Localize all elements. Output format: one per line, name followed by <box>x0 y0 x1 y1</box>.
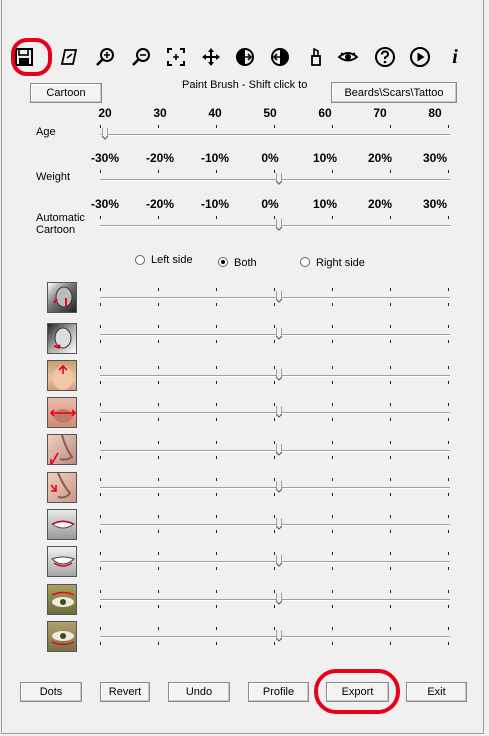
slider-tick <box>158 340 159 343</box>
slider-thumb[interactable] <box>276 481 281 493</box>
slider-tick <box>448 567 449 570</box>
slider-jaw[interactable] <box>100 322 450 344</box>
slider-tick <box>332 642 333 645</box>
paint-brush-hint: Paint Brush - Shift click to <box>182 79 308 91</box>
slider-tick <box>390 456 391 459</box>
slider-tick <box>100 418 101 421</box>
slider-tick <box>448 493 449 496</box>
slider-tick <box>100 366 101 369</box>
slider-tick <box>390 288 391 291</box>
slider-track <box>100 524 450 526</box>
slider-tick <box>448 366 449 369</box>
help-icon[interactable] <box>372 44 398 70</box>
slider-tick <box>448 303 449 306</box>
slider-tick <box>158 590 159 593</box>
slider-tick <box>390 552 391 555</box>
slider-tick <box>100 478 101 481</box>
slider-tick <box>332 530 333 533</box>
face-outline-thumbnail <box>47 282 77 313</box>
slider-tick <box>448 403 449 406</box>
auto-cartoon-tick-label: 10% <box>312 197 338 211</box>
slider-tick <box>158 366 159 369</box>
slider-tick <box>100 552 101 555</box>
slider-tick <box>332 325 333 328</box>
slider-tick <box>274 303 275 306</box>
slider-thumb[interactable] <box>276 555 281 567</box>
slider-tick <box>274 627 275 630</box>
move-icon[interactable] <box>198 44 224 70</box>
slider-tick <box>158 125 159 128</box>
slider-nose-bridge[interactable] <box>100 438 450 460</box>
slider-track <box>100 561 450 563</box>
slider-eye-lower[interactable] <box>100 624 450 646</box>
radio-both-selected-dot <box>221 260 225 264</box>
face-editor-window <box>1 0 484 734</box>
dots-button[interactable]: Dots <box>20 682 82 702</box>
jaw-thumbnail <box>47 323 77 354</box>
slider-tick <box>332 590 333 593</box>
slider-tick <box>158 418 159 421</box>
weight-tick-label: 10% <box>312 151 338 165</box>
slider-tick <box>332 493 333 496</box>
slider-tick <box>448 288 449 291</box>
slider-tick <box>100 515 101 518</box>
slider-tick <box>158 441 159 444</box>
slider-thumb[interactable] <box>276 518 281 530</box>
slider-tick <box>100 530 101 533</box>
slider-tick <box>390 493 391 496</box>
slider-tick <box>332 288 333 291</box>
eye-icon[interactable] <box>335 44 361 70</box>
slider-tick <box>448 418 449 421</box>
slider-tick <box>332 478 333 481</box>
slider-thumb[interactable] <box>276 630 281 642</box>
auto-cartoon-tick-label: 20% <box>367 197 393 211</box>
slider-tick <box>158 288 159 291</box>
slider-tick <box>274 552 275 555</box>
slider-tick <box>158 515 159 518</box>
slider-track <box>100 599 450 601</box>
slider-tick <box>100 216 101 219</box>
slider-forehead[interactable] <box>100 363 450 385</box>
weight-tick-label: 20% <box>367 151 393 165</box>
revert-button[interactable]: Revert <box>100 682 150 702</box>
slider-tick <box>390 642 391 645</box>
slider-tick <box>158 627 159 630</box>
age-tick-label: 60 <box>318 106 332 120</box>
slider-thumb[interactable] <box>276 328 281 340</box>
weight-tick-label: -20% <box>145 151 175 165</box>
weight-label: Weight <box>36 171 71 183</box>
slider-tick <box>390 366 391 369</box>
slider-tick <box>216 590 217 593</box>
slider-tick <box>332 216 333 219</box>
slider-tick <box>274 366 275 369</box>
slider-tick <box>100 170 101 173</box>
slider-tick <box>216 567 217 570</box>
radio-left-side[interactable] <box>135 255 145 265</box>
export-highlight <box>314 669 400 714</box>
lipstick-icon[interactable] <box>303 44 329 70</box>
auto-cartoon-tick-label: -10% <box>200 197 230 211</box>
slider-tick <box>274 493 275 496</box>
contrast-right-icon[interactable] <box>267 44 293 70</box>
slider-tick <box>448 170 449 173</box>
slider-tick <box>332 303 333 306</box>
beards-scars-tattoo-button[interactable]: Beards\Scars\Tattoo <box>331 82 457 103</box>
slider-mouth-lower[interactable] <box>100 549 450 571</box>
auto-cartoon-tick-label: -30% <box>90 197 120 211</box>
slider-tick <box>390 478 391 481</box>
slider-track <box>100 134 450 136</box>
slider-tick <box>216 642 217 645</box>
slider-tick <box>274 530 275 533</box>
slider-tick <box>448 478 449 481</box>
radio-right-side-label: Right side <box>316 257 365 269</box>
slider-tick <box>448 456 449 459</box>
slider-tick <box>332 627 333 630</box>
slider-tick <box>274 170 275 173</box>
slider-tick <box>274 567 275 570</box>
slider-tick <box>332 605 333 608</box>
slider-tick <box>158 403 159 406</box>
slider-tick <box>332 515 333 518</box>
slider-tick <box>216 418 217 421</box>
eye-lower-thumbnail <box>47 621 77 652</box>
slider-tick <box>448 515 449 518</box>
slider-tick <box>448 642 449 645</box>
slider-track <box>100 179 450 181</box>
radio-left-side-label: Left side <box>151 254 193 266</box>
play-icon[interactable] <box>407 44 433 70</box>
auto-cartoon-tick-label: -20% <box>145 197 175 211</box>
slider-tick <box>390 567 391 570</box>
slider-tick <box>332 170 333 173</box>
slider-tick <box>274 590 275 593</box>
slider-tick <box>216 605 217 608</box>
slider-thumb[interactable] <box>276 291 281 303</box>
mouth-lower-thumbnail <box>47 546 77 577</box>
slider-tick <box>274 418 275 421</box>
slider-tick <box>100 288 101 291</box>
slider-tick <box>216 515 217 518</box>
age-scale <box>2 106 482 122</box>
slider-tick <box>100 605 101 608</box>
slider-tick <box>332 381 333 384</box>
slider-tick <box>158 530 159 533</box>
slider-tick <box>158 493 159 496</box>
slider-tick <box>100 567 101 570</box>
slider-tick <box>448 590 449 593</box>
slider-thumb[interactable] <box>102 128 107 140</box>
weight-scale <box>2 151 482 167</box>
slider-tick <box>216 216 217 219</box>
slider-tick <box>100 590 101 593</box>
slider-tick <box>100 403 101 406</box>
auto-cartoon-label-line2: Cartoon <box>36 224 76 236</box>
slider-eye-brow[interactable] <box>100 587 450 609</box>
slider-tick <box>274 381 275 384</box>
slider-face-outline[interactable] <box>100 285 450 307</box>
slider-tick <box>274 605 275 608</box>
slider-tick <box>100 627 101 630</box>
slider-tick <box>216 552 217 555</box>
slider-tick <box>448 605 449 608</box>
slider-tick <box>448 627 449 630</box>
slider-tick <box>274 478 275 481</box>
slider-tick <box>216 303 217 306</box>
edit-page-icon[interactable] <box>57 44 83 70</box>
slider-tick <box>158 605 159 608</box>
weight-tick-label: 0% <box>261 151 279 165</box>
weight-tick-label: -10% <box>200 151 230 165</box>
nose-width-thumbnail <box>47 397 77 428</box>
auto-cartoon-label-line1: Automatic <box>36 212 85 224</box>
slider-tick <box>390 627 391 630</box>
radio-both-label: Both <box>234 257 257 269</box>
slider-nose-tip[interactable] <box>100 475 450 497</box>
slider-tick <box>390 125 391 128</box>
slider-track <box>100 297 450 299</box>
age-slider[interactable] <box>100 122 450 144</box>
slider-tick <box>100 340 101 343</box>
slider-tick <box>216 325 217 328</box>
weight-tick-label: -30% <box>90 151 120 165</box>
slider-tick <box>100 125 101 128</box>
auto-cartoon-label <box>36 212 85 236</box>
slider-track <box>100 450 450 452</box>
slider-tick <box>216 381 217 384</box>
slider-track <box>100 636 450 638</box>
contrast-left-icon[interactable] <box>232 44 258 70</box>
slider-tick <box>100 303 101 306</box>
slider-tick <box>448 216 449 219</box>
slider-tick <box>332 456 333 459</box>
slider-tick <box>390 325 391 328</box>
slider-tick <box>332 552 333 555</box>
slider-tick <box>100 325 101 328</box>
slider-track <box>100 334 450 336</box>
slider-tick <box>390 381 391 384</box>
radio-both[interactable] <box>218 257 228 267</box>
slider-tick <box>390 340 391 343</box>
slider-tick <box>100 381 101 384</box>
slider-track <box>100 375 450 377</box>
slider-tick <box>390 303 391 306</box>
auto-cartoon-tick-label: 30% <box>422 197 448 211</box>
slider-track <box>100 225 450 227</box>
slider-track <box>100 487 450 489</box>
slider-tick <box>390 515 391 518</box>
auto-cartoon-scale <box>2 197 482 213</box>
weight-tick-label: 30% <box>422 151 448 165</box>
slider-tick <box>158 170 159 173</box>
age-tick-label: 40 <box>208 106 222 120</box>
slider-tick <box>158 456 159 459</box>
slider-tick <box>390 403 391 406</box>
slider-tick <box>158 478 159 481</box>
slider-tick <box>332 567 333 570</box>
age-tick-label: 80 <box>428 106 442 120</box>
slider-tick <box>390 418 391 421</box>
slider-tick <box>390 605 391 608</box>
slider-tick <box>216 441 217 444</box>
slider-tick <box>216 530 217 533</box>
radio-right-side[interactable] <box>300 257 310 267</box>
slider-tick <box>216 478 217 481</box>
weight-slider[interactable] <box>100 167 450 189</box>
slider-tick <box>332 403 333 406</box>
age-tick-label: 50 <box>263 106 277 120</box>
nose-tip-thumbnail <box>47 472 77 503</box>
slider-thumb[interactable] <box>276 219 281 231</box>
slider-tick <box>158 381 159 384</box>
slider-tick <box>274 642 275 645</box>
slider-nose-width[interactable] <box>100 400 450 422</box>
slider-tick <box>332 125 333 128</box>
slider-tick <box>216 493 217 496</box>
slider-tick <box>448 441 449 444</box>
slider-tick <box>332 441 333 444</box>
slider-tick <box>158 642 159 645</box>
slider-tick <box>332 366 333 369</box>
slider-tick <box>216 288 217 291</box>
save-highlight <box>11 38 52 76</box>
slider-tick <box>274 456 275 459</box>
slider-tick <box>100 456 101 459</box>
auto-cartoon-slider[interactable] <box>100 213 450 235</box>
slider-thumb[interactable] <box>276 369 281 381</box>
fit-icon[interactable] <box>163 44 189 70</box>
slider-tick <box>390 590 391 593</box>
nose-bridge-thumbnail <box>47 434 77 465</box>
slider-tick <box>274 340 275 343</box>
profile-button[interactable]: Profile <box>248 682 309 702</box>
slider-tick <box>216 340 217 343</box>
slider-tick <box>100 642 101 645</box>
slider-tick <box>390 441 391 444</box>
slider-tick <box>216 170 217 173</box>
age-label: Age <box>36 126 56 138</box>
age-tick-label: 30 <box>153 106 167 120</box>
info-icon[interactable]: i <box>452 45 458 68</box>
slider-tick <box>216 627 217 630</box>
slider-mouth-upper[interactable] <box>100 512 450 534</box>
slider-tick <box>158 303 159 306</box>
slider-tick <box>100 441 101 444</box>
mouth-upper-thumbnail <box>47 509 77 540</box>
slider-tick <box>390 170 391 173</box>
slider-tick <box>274 125 275 128</box>
auto-cartoon-tick-label: 0% <box>261 197 279 211</box>
slider-thumb[interactable] <box>276 444 281 456</box>
slider-tick <box>216 456 217 459</box>
slider-tick <box>448 381 449 384</box>
slider-tick <box>216 403 217 406</box>
slider-tick <box>448 530 449 533</box>
slider-tick <box>158 216 159 219</box>
slider-thumb[interactable] <box>276 593 281 605</box>
slider-tick <box>158 567 159 570</box>
slider-tick <box>448 325 449 328</box>
slider-tick <box>216 366 217 369</box>
forehead-thumbnail <box>47 360 77 391</box>
slider-tick <box>274 216 275 219</box>
export-button[interactable]: Export <box>326 682 389 702</box>
slider-tick <box>448 340 449 343</box>
slider-tick <box>274 441 275 444</box>
slider-tick <box>158 552 159 555</box>
zoom-out-icon[interactable] <box>128 44 154 70</box>
slider-tick <box>390 216 391 219</box>
slider-tick <box>158 325 159 328</box>
slider-tick <box>448 552 449 555</box>
slider-tick <box>274 403 275 406</box>
slider-tick <box>100 493 101 496</box>
slider-tick <box>448 125 449 128</box>
zoom-in-icon[interactable] <box>92 44 118 70</box>
exit-button[interactable]: Exit <box>406 682 467 702</box>
slider-thumb[interactable] <box>276 173 281 185</box>
slider-tick <box>332 418 333 421</box>
slider-thumb[interactable] <box>276 406 281 418</box>
undo-button[interactable]: Undo <box>168 682 230 702</box>
slider-tick <box>274 288 275 291</box>
slider-tick <box>216 125 217 128</box>
eye-brow-thumbnail <box>47 584 77 615</box>
slider-tick <box>274 515 275 518</box>
age-tick-label: 70 <box>373 106 387 120</box>
slider-tick <box>332 340 333 343</box>
age-tick-label: 20 <box>98 106 112 120</box>
cartoon-button[interactable]: Cartoon <box>30 83 102 103</box>
slider-track <box>100 412 450 414</box>
slider-tick <box>274 325 275 328</box>
slider-tick <box>390 530 391 533</box>
